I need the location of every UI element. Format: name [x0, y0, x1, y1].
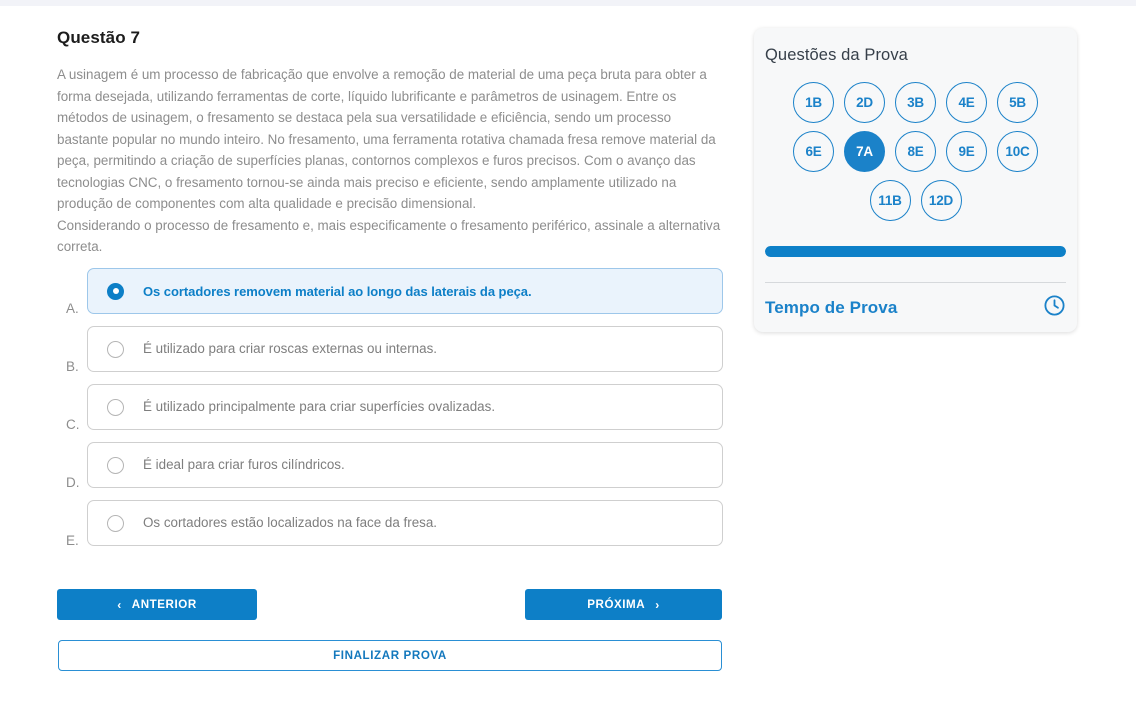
chip-row-3 — [765, 180, 1066, 221]
option-row-e — [57, 500, 723, 558]
exam-progress-fill — [765, 246, 1066, 257]
exam-time-row[interactable] — [765, 292, 1066, 324]
chip-row-2 — [765, 131, 1066, 172]
option-row-a — [57, 268, 723, 326]
statement-body: A usinagem é um processo de fabricação que envolve a remoção de material de uma peça bruta para obter a forma desejada, utilizando ferramentas de corte, líquido lubrificante e parâmetros de usinagem. Entre os métodos de usinagem, o fresamento se destaca pela sua versatilidade e eficiência, sendo um processo bastante popular no mundo inteiro. No fresamento, uma ferramenta rotativa chamada fresa remove material da peça, permitindo a criação de superfícies planas, contornos complexos e furos precisos. Com o avanço das tecnologias CNC, o fresamento tornou-se ainda mais preciso e eficiente, sendo amplamente utilizado na produção de componentes com alta qualidade e precisão dimensional. — [57, 67, 716, 211]
option-letter-e: E. — [66, 532, 79, 548]
exam-progress-bar — [765, 246, 1066, 257]
question-chip-4[interactable]: 4E — [946, 82, 987, 123]
option-b-label: É utilizado para criar roscas externas ou internas. — [143, 341, 437, 357]
radio-d-icon[interactable] — [107, 457, 124, 474]
question-chip-10[interactable]: 10C — [997, 131, 1038, 172]
question-chip-6[interactable]: 6E — [793, 131, 834, 172]
panel-title: Questões da Prova — [765, 46, 908, 64]
previous-button[interactable] — [57, 589, 257, 620]
option-letter-b: B. — [66, 358, 79, 374]
option-c-label: É utilizado principalmente para criar superfícies ovalizadas. — [143, 399, 496, 415]
question-chip-7[interactable]: 7A — [844, 131, 885, 172]
question-chip-12[interactable]: 12D — [921, 180, 962, 221]
option-b[interactable] — [87, 326, 723, 372]
option-row-c — [57, 384, 723, 442]
option-c[interactable] — [87, 384, 723, 430]
radio-c-icon[interactable] — [107, 399, 124, 416]
option-row-d — [57, 442, 723, 500]
panel-divider — [765, 282, 1066, 283]
question-chip-9[interactable]: 9E — [946, 131, 987, 172]
question-chip-8[interactable]: 8E — [895, 131, 936, 172]
question-statement — [57, 64, 723, 258]
option-e[interactable] — [87, 500, 723, 546]
option-d-label: É ideal para criar furos cilíndricos. — [143, 457, 345, 473]
question-chip-2[interactable]: 2D — [844, 82, 885, 123]
next-button[interactable] — [525, 589, 722, 620]
option-a[interactable] — [87, 268, 723, 314]
navigation-area — [57, 589, 723, 662]
question-chip-grid — [765, 82, 1066, 229]
top-accent-band — [0, 0, 1136, 6]
radio-b-icon[interactable] — [107, 341, 124, 358]
option-d[interactable] — [87, 442, 723, 488]
chip-row-1 — [765, 82, 1066, 123]
exam-questions-panel — [754, 28, 1077, 332]
option-a-label: Os cortadores removem material ao longo das laterais da peça. — [143, 283, 532, 299]
finish-exam-button[interactable]: FINALIZAR PROVA — [58, 640, 722, 671]
radio-e-icon[interactable] — [107, 515, 124, 532]
clock-icon — [1043, 294, 1066, 322]
next-button-label: PRÓXIMA — [587, 598, 646, 611]
question-chip-1[interactable]: 1B — [793, 82, 834, 123]
prev-next-row — [57, 589, 723, 620]
page-title: Questão 7 — [57, 28, 141, 47]
option-letter-d: D. — [66, 474, 80, 490]
option-row-b — [57, 326, 723, 384]
answer-options-list — [57, 268, 723, 558]
previous-button-label: ANTERIOR — [131, 598, 197, 611]
statement-closing: Considerando o processo de fresamento e, mais especificamente o fresamento periférico, assinale a alternativa correta. — [57, 217, 721, 254]
question-chip-3[interactable]: 3B — [895, 82, 936, 123]
chevron-left-icon: ‹ — [117, 597, 122, 612]
chevron-right-icon: › — [655, 597, 660, 612]
question-panel — [57, 28, 723, 258]
question-chip-5[interactable]: 5B — [997, 82, 1038, 123]
question-chip-11[interactable]: 11B — [870, 180, 911, 221]
exam-time-label: Tempo de Prova — [765, 298, 898, 317]
option-letter-c: C. — [66, 416, 80, 432]
radio-a-icon[interactable] — [107, 283, 124, 300]
option-e-label: Os cortadores estão localizados na face da fresa. — [143, 515, 438, 531]
option-letter-a: A. — [66, 300, 79, 316]
